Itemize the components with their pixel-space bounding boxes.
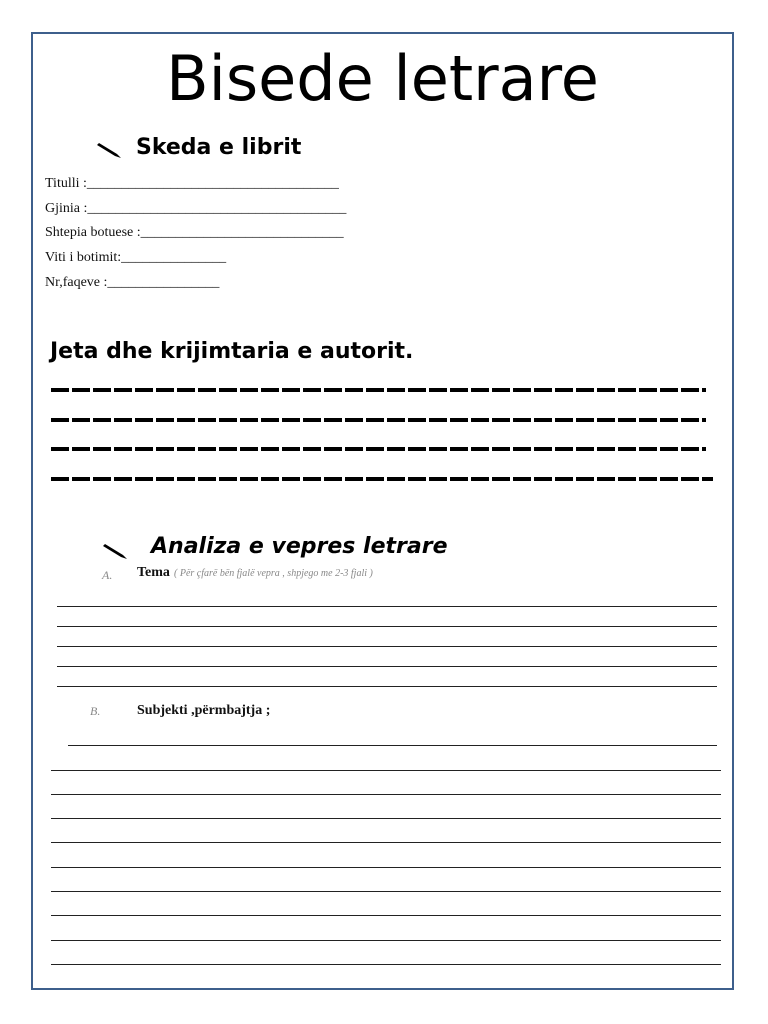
field-publisher[interactable] (45, 225, 344, 241)
field-publisher-blank[interactable]: _____________________________ (140, 225, 344, 240)
field-title[interactable] (45, 176, 339, 192)
field-year-blank[interactable]: _______________ (121, 250, 227, 265)
field-genre[interactable] (45, 201, 346, 217)
answer-line[interactable] (51, 940, 721, 941)
item-b-label: Subjekti ,përmbajtja ; (137, 703, 271, 718)
answer-line[interactable] (57, 626, 717, 627)
page-title: Bisede letrare (166, 42, 599, 115)
answer-line[interactable] (51, 447, 706, 451)
worksheet-page (31, 32, 734, 990)
pen-icon (97, 141, 127, 153)
answer-line[interactable] (51, 477, 713, 481)
analysis-heading: Analiza e vepres letrare (151, 534, 448, 559)
answer-line[interactable] (57, 646, 717, 647)
item-a-marker: A. (102, 568, 113, 582)
answer-line[interactable] (51, 842, 721, 843)
item-a-label: Tema (137, 565, 170, 580)
field-year[interactable] (45, 250, 226, 266)
answer-line[interactable] (57, 606, 717, 607)
author-section-heading: Jeta dhe krijimtaria e autorit. (50, 339, 414, 364)
field-year-label: Viti i botimit: (45, 250, 122, 265)
answer-line[interactable] (51, 818, 721, 819)
answer-line[interactable] (51, 867, 721, 868)
pen-icon (103, 542, 133, 554)
answer-line[interactable] (51, 964, 721, 965)
field-publisher-label: Shtepia botuese : (45, 225, 141, 240)
item-b-marker: B. (90, 704, 101, 718)
field-title-blank[interactable]: ____________________________________ (86, 176, 339, 191)
field-genre-blank[interactable]: _____________________________________ (87, 201, 347, 216)
answer-line[interactable] (51, 770, 721, 771)
book-card-heading: Skeda e librit (136, 135, 302, 160)
item-a-hint: ( Për çfarë bën fjalë vepra , shpjego me 2-3 fjali ) (174, 568, 373, 579)
field-pages-label: Nr,faqeve : (45, 275, 108, 290)
answer-line[interactable] (57, 686, 717, 687)
answer-line[interactable] (51, 388, 706, 392)
field-pages[interactable] (45, 275, 219, 291)
answer-line[interactable] (51, 915, 721, 916)
answer-line[interactable] (51, 418, 706, 422)
answer-line[interactable] (51, 794, 721, 795)
field-pages-blank[interactable]: ________________ (107, 275, 220, 290)
answer-line[interactable] (57, 666, 717, 667)
field-genre-label: Gjinia : (45, 201, 88, 216)
answer-line[interactable] (51, 891, 721, 892)
field-title-label: Titulli : (45, 176, 87, 191)
answer-line[interactable] (68, 745, 717, 746)
